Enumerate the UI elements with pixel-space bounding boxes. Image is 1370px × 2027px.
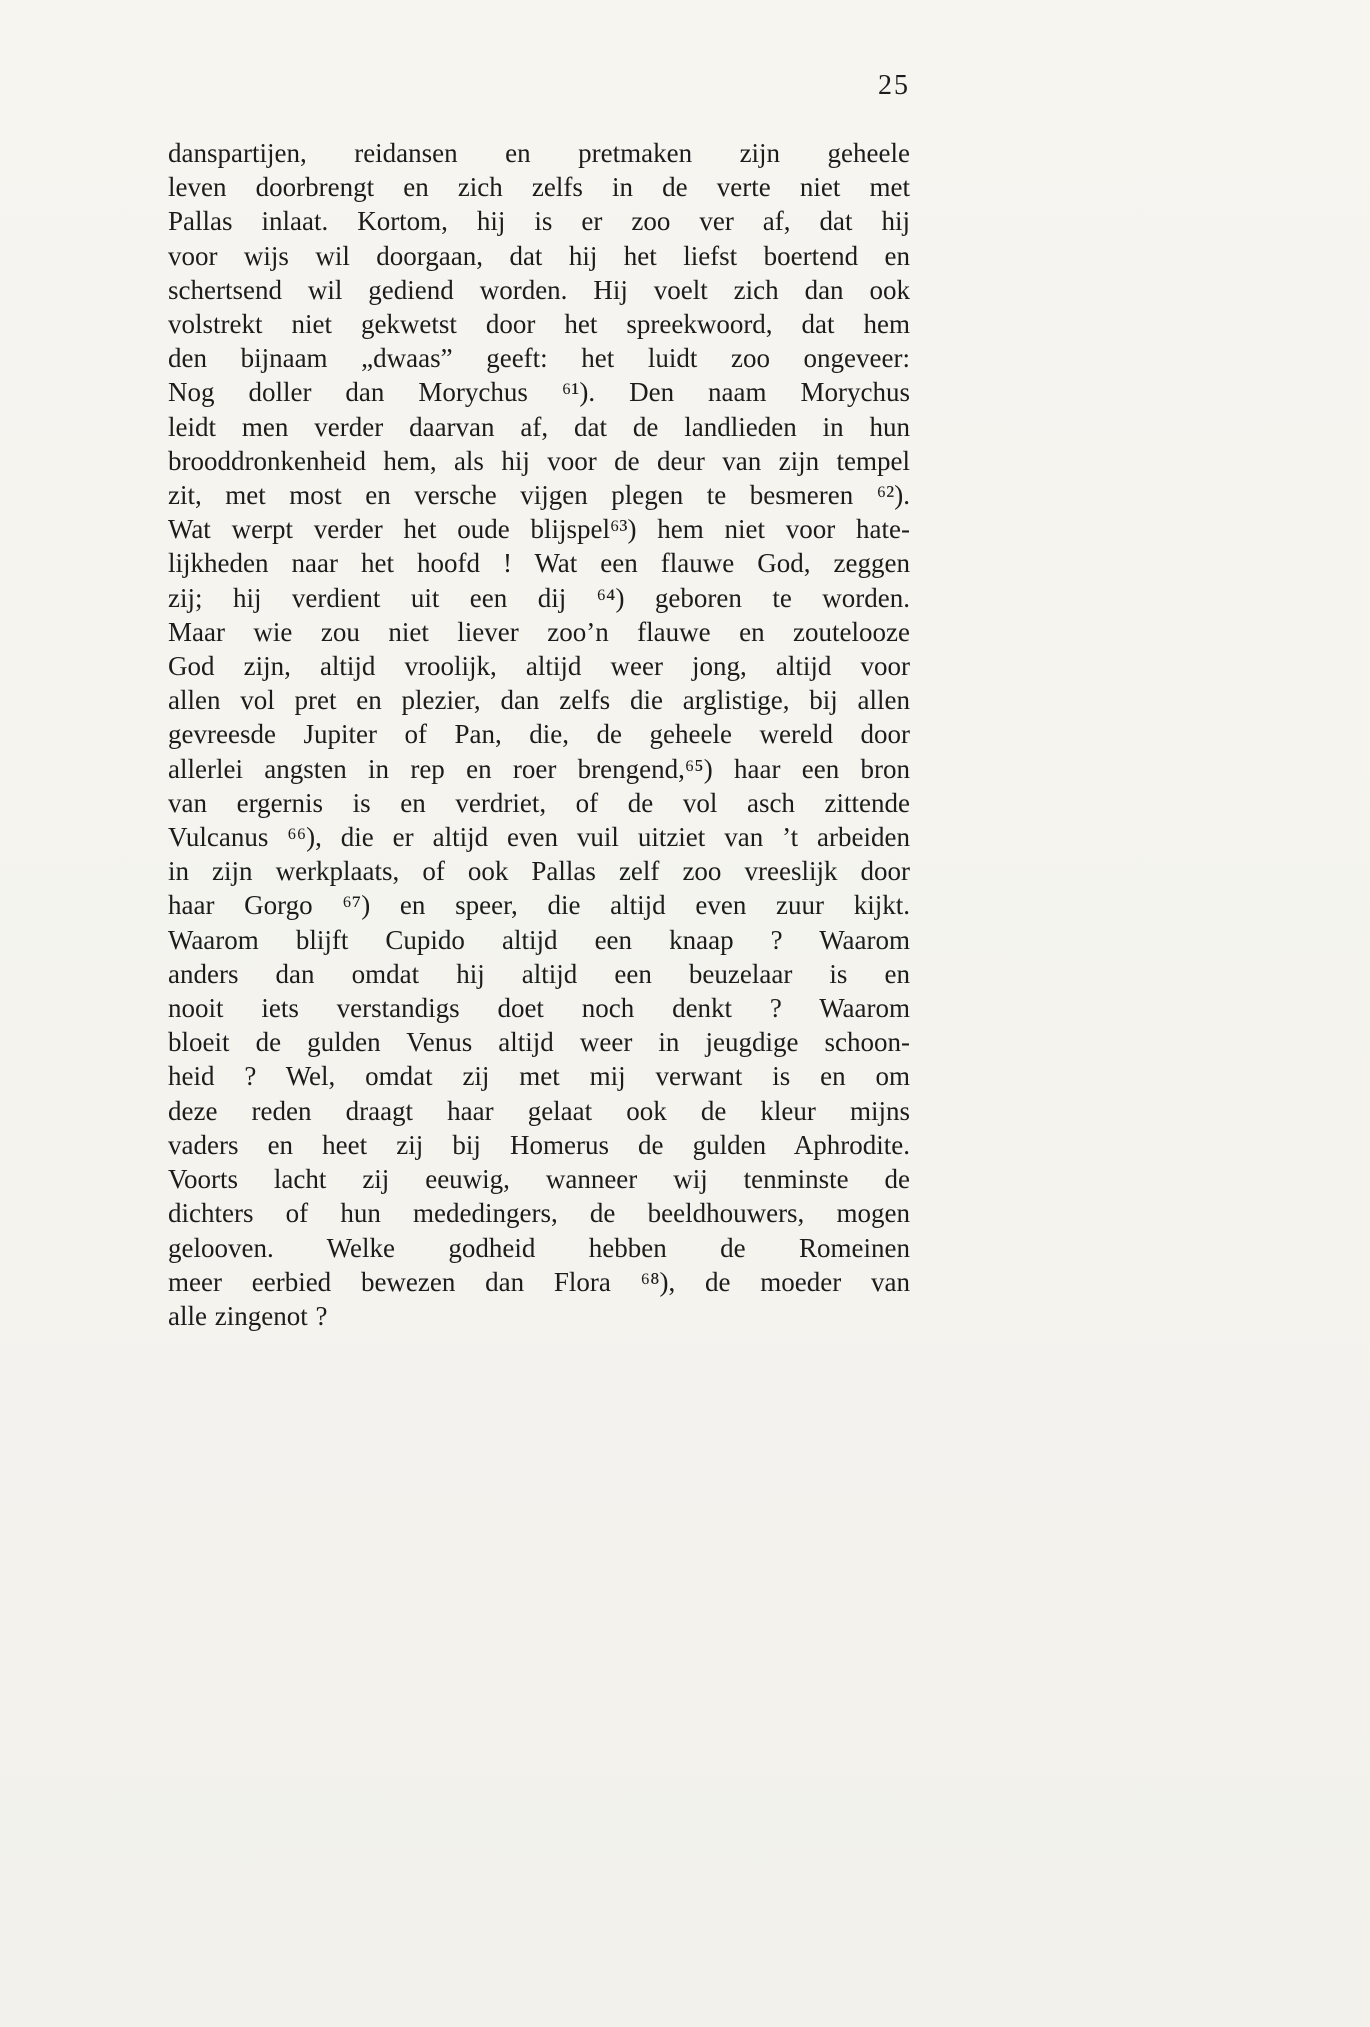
text-line: bloeit de gulden Venus altijd weer in jeugdige schoon- [168, 1027, 910, 1058]
text-line: gelooven. Welke godheid hebben de Romeinen [168, 1232, 910, 1263]
text-line: Voorts lacht zij eeuwig, wanneer wij tenminste de [168, 1164, 910, 1195]
text-line: vaders en heet zij bij Homerus de gulden Aphrodite. [168, 1129, 910, 1160]
text-line: Waarom blijft Cupido altijd een knaap ? Waarom [168, 924, 910, 955]
text-line: leidt men verder daarvan af, dat de landlieden in hun [168, 411, 910, 442]
text-line: lijkheden naar het hoofd ! Wat een flauwe God, zeggen [168, 548, 910, 579]
text-line: deze reden draagt haar gelaat ook de kleur mijns [168, 1095, 910, 1126]
text-line: leven doorbrengt en zich zelfs in de verte niet met [168, 172, 910, 203]
text-line: brooddronkenheid hem, als hij voor de deur van zijn tempel [168, 445, 910, 476]
text-line: heid ? Wel, omdat zij met mij verwant is en om [168, 1061, 910, 1092]
text-line: meer eerbied bewezen dan Flora ⁶⁸), de moeder van [168, 1266, 910, 1297]
text-line: alle zingenot ? [168, 1300, 328, 1331]
text-line: Pallas inlaat. Kortom, hij is er zoo ver af, dat hij [168, 206, 910, 237]
text-line: Wat werpt verder het oude blijspel⁶³) hem niet voor hate- [168, 514, 910, 545]
text-line: God zijn, altijd vroolijk, altijd weer jong, altijd voor [168, 651, 910, 682]
text-line: dichters of hun mededingers, de beeldhouwers, mogen [168, 1198, 910, 1229]
text-line: anders dan omdat hij altijd een beuzelaar is en [168, 958, 910, 989]
text-line: gevreesde Jupiter of Pan, die, de geheele wereld door [168, 719, 910, 750]
page-lines [168, 136, 910, 1333]
text-line: allen vol pret en plezier, dan zelfs die arglistige, bij allen [168, 685, 910, 716]
text-line: Nog doller dan Morychus ⁶¹). Den naam Morychus [168, 377, 910, 408]
text-line: nooit iets verstandigs doet noch denkt ? Waarom [168, 993, 910, 1024]
text-line: volstrekt niet gekwetst door het spreekwoord, dat hem [168, 309, 910, 340]
text-line: den bijnaam „dwaas” geeft: het luidt zoo ongeveer: [168, 343, 910, 374]
text-line: zij; hij verdient uit een dij ⁶⁴) geboren te worden. [168, 582, 910, 613]
text-line: Vulcanus ⁶⁶), die er altijd even vuil uitziet van ’t arbeiden [168, 822, 910, 853]
text-line: haar Gorgo ⁶⁷) en speer, die altijd even zuur kijkt. [168, 890, 910, 921]
text-line: in zijn werkplaats, of ook Pallas zelf zoo vreeslijk door [168, 856, 910, 887]
text-line: schertsend wil gediend worden. Hij voelt zich dan ook [168, 274, 910, 305]
text-line: zit, met most en versche vijgen plegen te besmeren ⁶²). [168, 480, 910, 511]
text-line: Maar wie zou niet liever zoo’n flauwe en zoutelooze [168, 616, 910, 647]
page-number: 25 [878, 70, 910, 101]
text-line: voor wijs wil doorgaan, dat hij het liefst boertend en [168, 240, 910, 271]
text-line: allerlei angsten in rep en roer brengend,⁶⁵) haar een bron [168, 753, 910, 784]
text-line: danspartijen, reidansen en pretmaken zijn geheele [168, 138, 910, 168]
text-line: van ergernis is en verdriet, of de vol asch zittende [168, 787, 910, 818]
